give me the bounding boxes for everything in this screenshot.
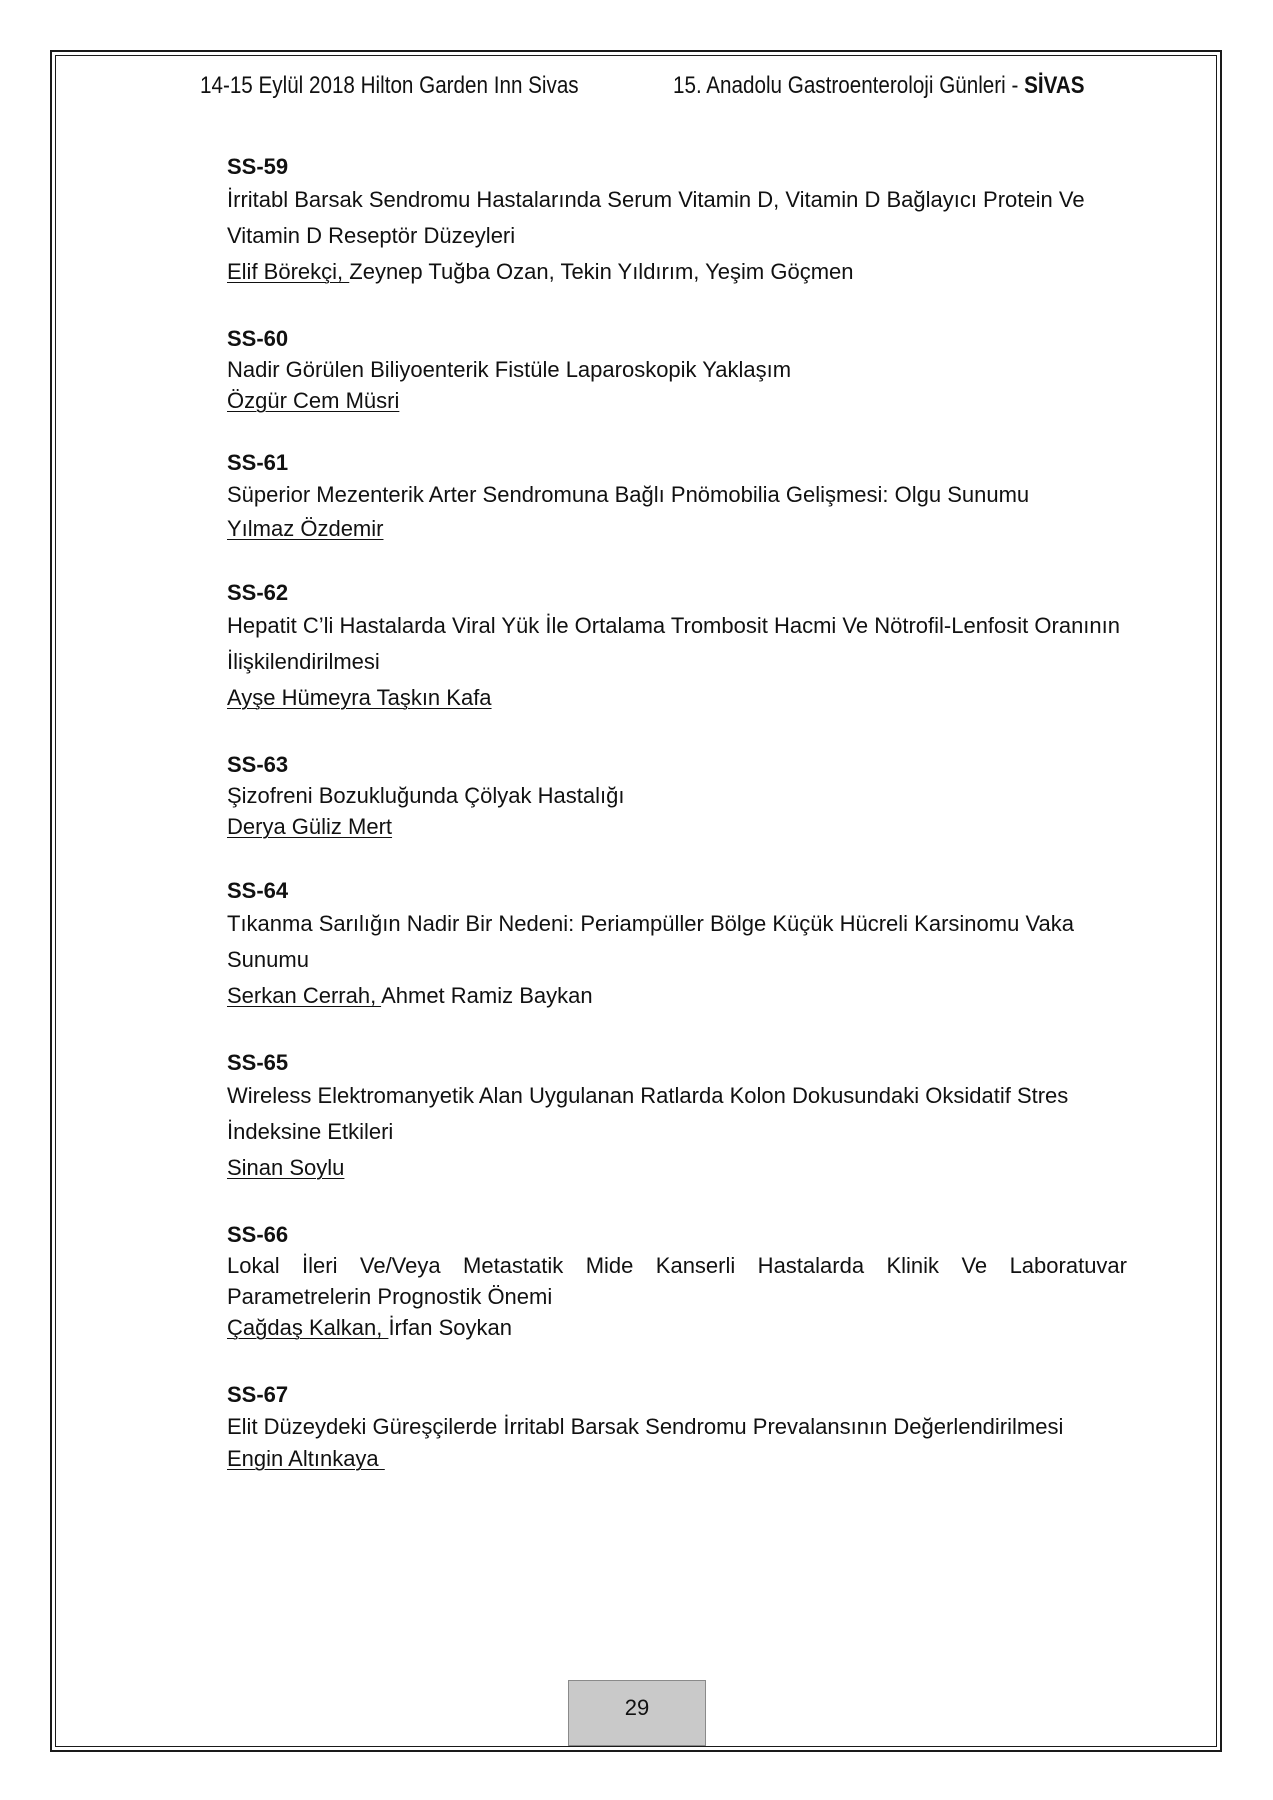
abstract-entry-ss60 [227, 324, 1127, 416]
abstract-entry-ss59 [227, 152, 1127, 290]
abstract-title: Elit Düzeydeki Güreşçilerde İrritabl Barsak Sendromu Prevalansının Değerlendirilmesi [227, 1414, 1064, 1439]
page-number-box [568, 1680, 706, 1746]
presenting-author: Elif Börekçi, [227, 259, 350, 284]
abstract-authors [227, 811, 1127, 842]
presenting-author: Yılmaz Özdemir [227, 516, 384, 541]
header-left-event-info: 14-15 Eylül 2018 Hilton Garden Inn Sivas [200, 72, 579, 99]
abstract-code: SS-65 [227, 1050, 289, 1075]
abstract-title: Lokal İleri Ve/Veya Metastatik Mide Kanserli Hastalarda Klinik Ve Laboratuvar Parametrelerin Prognostik Önemi [227, 1253, 1127, 1309]
abstract-authors [227, 385, 1127, 416]
abstract-code: SS-60 [227, 326, 289, 351]
abstract-authors [227, 1444, 1127, 1474]
abstract-title: Wireless Elektromanyetik Alan Uygulanan Ratlarda Kolon Dokusundaki Oksidatif Stres İndeksine Etkileri [227, 1083, 1069, 1144]
abstract-entry-ss65 [227, 1048, 1127, 1186]
abstract-entry-ss67 [227, 1380, 1127, 1474]
abstract-authors [227, 1150, 1127, 1186]
abstract-entry-ss63 [227, 750, 1127, 842]
presenting-author: Sinan Soylu [227, 1155, 345, 1180]
presenting-author: Çağdaş Kalkan, [227, 1315, 389, 1340]
abstract-authors [227, 254, 1127, 290]
abstract-code: SS-63 [227, 752, 289, 777]
abstract-authors [227, 680, 1127, 716]
abstract-entry-ss61 [227, 448, 1127, 546]
abstract-entry-ss66 [227, 1220, 1127, 1343]
co-authors: Zeynep Tuğba Ozan, Tekin Yıldırım, Yeşim Göçmen [349, 259, 854, 284]
header-event-name: 15. Anadolu Gastroenteroloji Günleri - [673, 72, 1025, 99]
abstract-code: SS-62 [227, 580, 289, 605]
abstract-entry-ss64 [227, 876, 1127, 1014]
page-number: 29 [624, 1695, 650, 1720]
co-authors: İrfan Soykan [388, 1315, 512, 1340]
abstract-code: SS-61 [227, 450, 289, 475]
abstract-title: Şizofreni Bozukluğunda Çölyak Hastalığı [227, 783, 625, 808]
co-authors: Ahmet Ramiz Baykan [381, 983, 593, 1008]
presenting-author: Özgür Cem Müsri [227, 388, 400, 413]
header-right-event-title [673, 72, 1084, 100]
abstract-authors [227, 1312, 1127, 1343]
abstract-title: Tıkanma Sarılığın Nadir Bir Nedeni: Periampüller Bölge Küçük Hücreli Karsinomu Vaka Sunumu [227, 911, 1074, 972]
abstract-title: Nadir Görülen Biliyoenterik Fistüle Laparoskopik Yaklaşım [227, 357, 792, 382]
abstract-authors [227, 512, 1127, 546]
presenting-author: Serkan Cerrah, [227, 983, 382, 1008]
abstract-authors [227, 978, 1127, 1014]
abstract-title: Hepatit C’li Hastalarda Viral Yük İle Ortalama Trombosit Hacmi Ve Nötrofil-Lenfosit Oranının İlişkilendirilmesi [227, 613, 1120, 674]
header-city: SİVAS [1024, 72, 1085, 99]
presenting-author: Ayşe Hümeyra Taşkın Kafa [227, 685, 492, 710]
abstract-code: SS-64 [227, 878, 289, 903]
abstract-title: Süperior Mezenterik Arter Sendromuna Bağlı Pnömobilia Gelişmesi: Olgu Sunumu [227, 482, 1030, 507]
abstract-entry-ss62 [227, 578, 1127, 716]
abstract-code: SS-66 [227, 1222, 289, 1247]
abstract-title: İrritabl Barsak Sendromu Hastalarında Serum Vitamin D, Vitamin D Bağlayıcı Protein Ve Vitamin D Reseptör Düzeyleri [227, 187, 1085, 248]
abstract-code: SS-67 [227, 1382, 289, 1407]
presenting-author: Engin Altınkaya [227, 1446, 385, 1471]
abstract-code: SS-59 [227, 154, 289, 179]
presenting-author: Derya Güliz Mert [227, 814, 393, 839]
